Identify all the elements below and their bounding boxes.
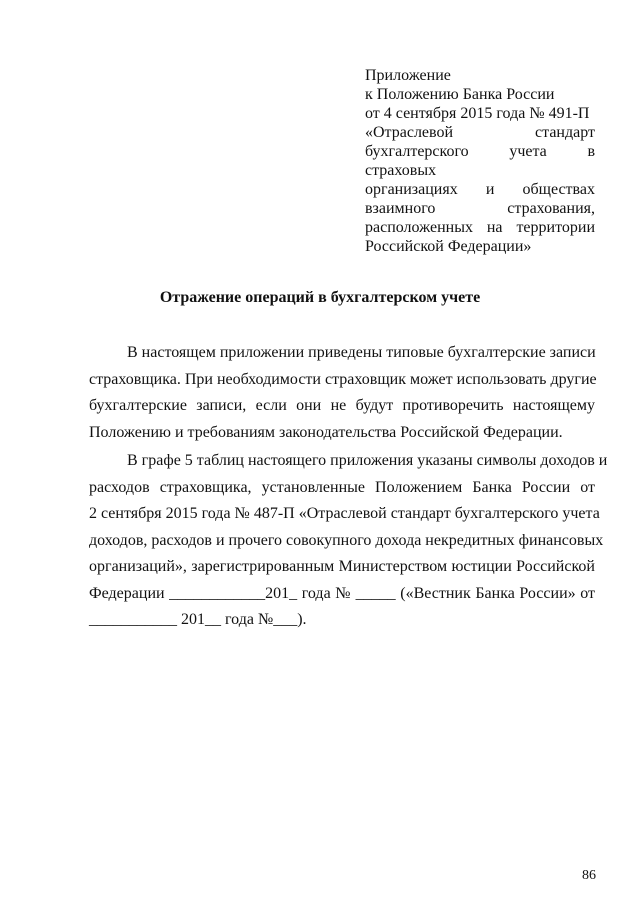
paragraph-line: В настоящем приложении приведены типовые бухгалтерские записи bbox=[127, 344, 596, 361]
appendix-regulation-ref: к Положению Банка России bbox=[365, 86, 555, 103]
paragraph-line: 2 сентября 2015 года № 487-П «Отраслевой стандарт бухгалтерского учета bbox=[89, 505, 600, 522]
document-title: Отражение операций в бухгалтерском учете bbox=[159, 289, 481, 306]
appendix-header bbox=[365, 66, 595, 256]
appendix-standard-title-line: Российской Федерации» bbox=[365, 238, 532, 255]
paragraph-line: расходов страховщика, установленные Положением Банка России от bbox=[89, 478, 595, 496]
paragraph-line: доходов, расходов и прочего совокупного дохода некредитных финансовых bbox=[89, 531, 604, 549]
paragraph-line: В графе 5 таблиц настоящего приложения указаны символы доходов и bbox=[127, 452, 608, 469]
paragraph-line: ___________ 201__ года №___). bbox=[89, 611, 307, 628]
paragraph-line: страховщика. При необходимости страховщик может использовать другие bbox=[89, 370, 597, 388]
page-number: 86 bbox=[582, 868, 596, 883]
appendix-standard-title-line: организациях и обществах bbox=[365, 181, 595, 198]
appendix-standard-title-line: взаимного страхования, bbox=[365, 200, 595, 217]
appendix-standard-title-line: «Отраслевой стандарт bbox=[365, 124, 595, 141]
appendix-standard-title-line: бухгалтерского учета в страховых bbox=[365, 143, 595, 179]
document-body bbox=[89, 340, 608, 634]
appendix-standard-title-line: расположенных на территории bbox=[365, 219, 595, 236]
paragraph-line: Федерации ____________201_ года № _____ («Вестник Банка России» от bbox=[89, 584, 595, 602]
paragraph-line: организаций», зарегистрированным Министерством юстиции Российской bbox=[89, 558, 595, 575]
paragraph-line: Положению и требованиям законодательства Российской Федерации. bbox=[89, 423, 563, 441]
paragraph-line: бухгалтерские записи, если они не будут противоречить настоящему bbox=[89, 397, 595, 414]
appendix-label: Приложение bbox=[365, 67, 451, 84]
appendix-date-number: от 4 сентября 2015 года № 491-П bbox=[365, 105, 590, 122]
